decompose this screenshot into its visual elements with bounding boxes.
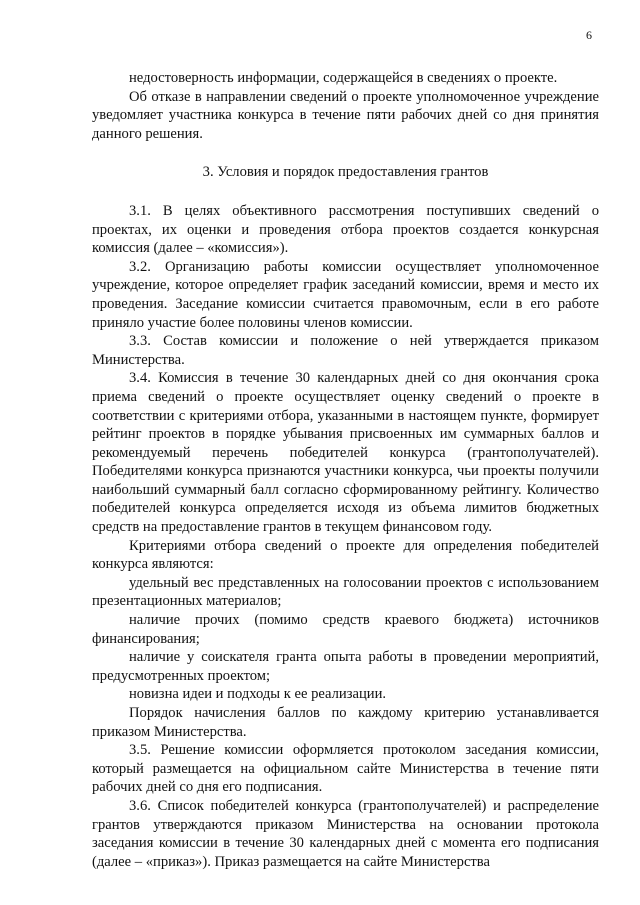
paragraph-criterion-2: наличие прочих (помимо средств краевого бюджета) источников финансирования; xyxy=(92,612,599,647)
paragraph-continuation: недостоверность информации, содержащейся в сведениях о проекте. xyxy=(129,70,558,86)
document-body xyxy=(92,69,599,871)
paragraph-criteria-intro: Критериями отбора сведений о проекте для определения победителей конкурса являются: xyxy=(92,537,599,573)
page-number: 6 xyxy=(586,28,592,42)
paragraph-3-3: 3.3. Состав комиссии и положение о ней утверждается приказом Министерства. xyxy=(92,333,599,368)
paragraph-3-6: 3.6. Список победителей конкурса (грантополучателей) и распределение грантов утверждаются приказом Министерства на основании протокола заседания комиссии в течение 30 календарных дней с момента его подписания (далее – «приказ»). Приказ размещается на сайте Министерства xyxy=(92,797,599,870)
paragraph-criterion-3: наличие у соискателя гранта опыта работы в проведении мероприятий, предусмотренных проектом; xyxy=(92,649,599,684)
section-heading: 3. Условия и порядок предоставления грантов xyxy=(202,164,489,181)
paragraph-criterion-1: удельный вес представленных на голосовании проектов с использованием презентационных материалов; xyxy=(92,574,599,610)
paragraph-criterion-4: новизна идеи и подходы к ее реализации. xyxy=(129,686,387,703)
paragraph-3-1: 3.1. В целях объективного рассмотрения поступивших сведений о проектах, их оценки и проведения отбора проектов создается конкурсная комиссия (далее – «комиссия»). xyxy=(92,202,599,257)
paragraph-3-5: 3.5. Решение комиссии оформляется протоколом заседания комиссии, который размещается на официальном сайте Министерства в течение пяти рабочих дней со дня его подписания. xyxy=(92,742,599,796)
paragraph-scoring-order: Порядок начисления баллов по каждому критерию устанавливается приказом Министерства. xyxy=(92,705,599,740)
paragraph-refusal-notice: Об отказе в направлении сведений о проекте уполномоченное учреждение уведомляет участника конкурса в течение пяти рабочих дней со дня принятия данного решения. xyxy=(92,88,599,142)
paragraph-3-4: 3.4. Комиссия в течение 30 календарных дней со дня окончания срока приема сведений о проекте осуществляет оценку сведений о проекте в соответствии с критериями отбора, указанными в настоящем пункте, формирует рейтинг проектов в порядке убывания присвоенных им суммарных баллов и рекомендуемый перечень победителей конкурса (грантополучателей). Победителями конкурса признаются участники конкурса, чьи проекты получили наибольший суммарный балл согласно сформированному рейтингу. Количество победителей конкурса определяется исходя из объема лимитов бюджетных средств на предоставление грантов в текущем финансовом году. xyxy=(92,370,599,536)
paragraph-3-2: 3.2. Организацию работы комиссии осуществляет уполномоченное учреждение, которое определяет график заседаний комиссии, время и место их проведения. Заседание комиссии считается правомочным, если в его работе приняло участие более половины членов комиссии. xyxy=(92,258,599,331)
